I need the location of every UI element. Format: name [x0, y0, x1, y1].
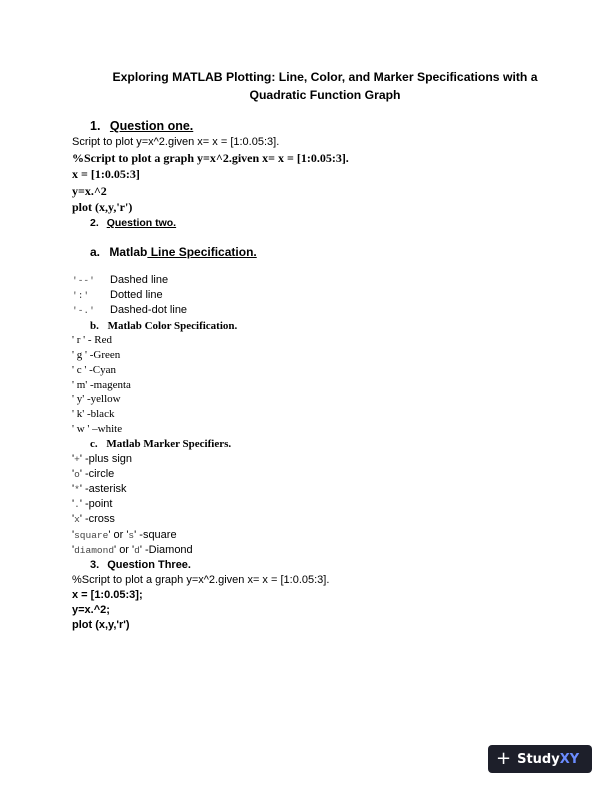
q1-description: Script to plot y=x^2.given x= x = [1:0.05:3]. [72, 136, 280, 148]
q2-title: Question two. [106, 217, 177, 229]
document-title [60, 68, 590, 104]
color-spec-heading [90, 319, 237, 333]
q1-code-x: x = [1:0.05:3] [72, 167, 140, 181]
q3-code-x: x = [1:0.05:3]; [72, 589, 143, 601]
studyxy-logo [488, 745, 592, 773]
q1-code-y: y=x.^2 [72, 184, 107, 198]
q2-heading [90, 216, 176, 230]
line-spec-label: a. [90, 245, 101, 259]
q3-heading [90, 558, 191, 572]
marker-spec-item: 'x' -cross [72, 513, 115, 525]
line-spec-title-post: Line Specification. [147, 245, 257, 259]
marker-code: square [74, 530, 109, 541]
q3-title: Question Three. [107, 559, 191, 571]
line-spec-heading [90, 245, 257, 259]
logo-text-b: XY [559, 751, 580, 767]
marker-desc: ' -plus sign [79, 453, 133, 465]
marker-code: s [128, 530, 135, 541]
line-spec-code: '-.' [72, 305, 95, 316]
title-line-1: Exploring MATLAB Plotting: Line, Color, and Marker Specifications with a [112, 70, 538, 84]
marker-desc: ' -cross [79, 513, 115, 525]
color-spec-item: ' m' -magenta [72, 379, 131, 391]
line-spec-desc: Dashed line [110, 274, 169, 286]
marker-spec-item: '*' -asterisk [72, 483, 127, 495]
q3-code-y: y=x.^2; [72, 604, 110, 616]
marker-desc: ' -square [134, 529, 177, 541]
line-spec-item [72, 303, 95, 318]
color-spec-title: Matlab Color Specification. [107, 320, 238, 332]
marker-code: diamond [74, 545, 115, 556]
marker-desc: ' -point [79, 498, 113, 510]
color-spec-item: ' c ' -Cyan [72, 364, 116, 376]
marker-sep: ' or ' [114, 544, 135, 556]
marker-code: d [134, 545, 140, 556]
line-spec-item [72, 288, 89, 303]
marker-spec-item: 'o' -circle [72, 468, 115, 480]
marker-code: . [74, 499, 80, 510]
q3-description: %Script to plot a graph y=x^2.given x= x = [1:0.05:3]. [72, 574, 330, 586]
color-spec-item: ' y' -yellow [72, 393, 121, 405]
color-spec-item: ' w ' –white [72, 423, 123, 435]
marker-desc: ' -asterisk [79, 483, 127, 495]
marker-sep: ' or ' [108, 529, 129, 541]
marker-spec-item: '+' -plus sign [72, 453, 133, 465]
marker-spec-heading [90, 437, 231, 451]
color-spec-item: ' g ' -Green [72, 349, 121, 361]
marker-spec-item: 'diamond' or 'd' -Diamond [72, 544, 193, 556]
q3-number: 3. [90, 559, 100, 571]
q3-code-plot: plot (x,y,'r') [72, 619, 130, 631]
q2-number: 2. [90, 217, 99, 229]
marker-code: + [74, 454, 80, 465]
color-spec-label: b. [90, 320, 99, 332]
plus-icon: + [496, 748, 512, 769]
q1-title: Question one. [109, 119, 194, 133]
line-spec-desc: Dotted line [110, 289, 163, 301]
q1-heading [90, 119, 193, 133]
marker-spec-label: c. [90, 438, 98, 450]
line-spec-desc: Dashed-dot line [110, 304, 188, 316]
marker-code: * [74, 484, 80, 495]
q1-code-comment: %Script to plot a graph y=x^2.given x= x = [1:0.05:3]. [72, 151, 349, 165]
color-spec-item: ' k' -black [72, 408, 115, 420]
title-line-2: Quadratic Function Graph [249, 88, 401, 102]
marker-code: x [74, 514, 80, 525]
marker-spec-item: 'square' or 's' -square [72, 529, 177, 541]
color-spec-item: ' r ' - Red [72, 334, 113, 346]
marker-desc: ' -circle [79, 468, 115, 480]
marker-spec-title: Matlab Marker Specifiers. [106, 438, 232, 450]
marker-desc: ' -Diamond [139, 544, 193, 556]
q1-number: 1. [90, 119, 101, 133]
line-spec-code: '--' [72, 275, 95, 286]
logo-text-a: Study [517, 751, 560, 767]
line-spec-title-pre: Matlab [109, 245, 148, 259]
marker-code: o [74, 469, 80, 480]
line-spec-item [72, 273, 95, 288]
line-spec-code: ':' [72, 290, 90, 301]
q1-code-plot: plot (x,y,'r') [72, 200, 133, 214]
marker-spec-item: '.' -point [72, 498, 113, 510]
